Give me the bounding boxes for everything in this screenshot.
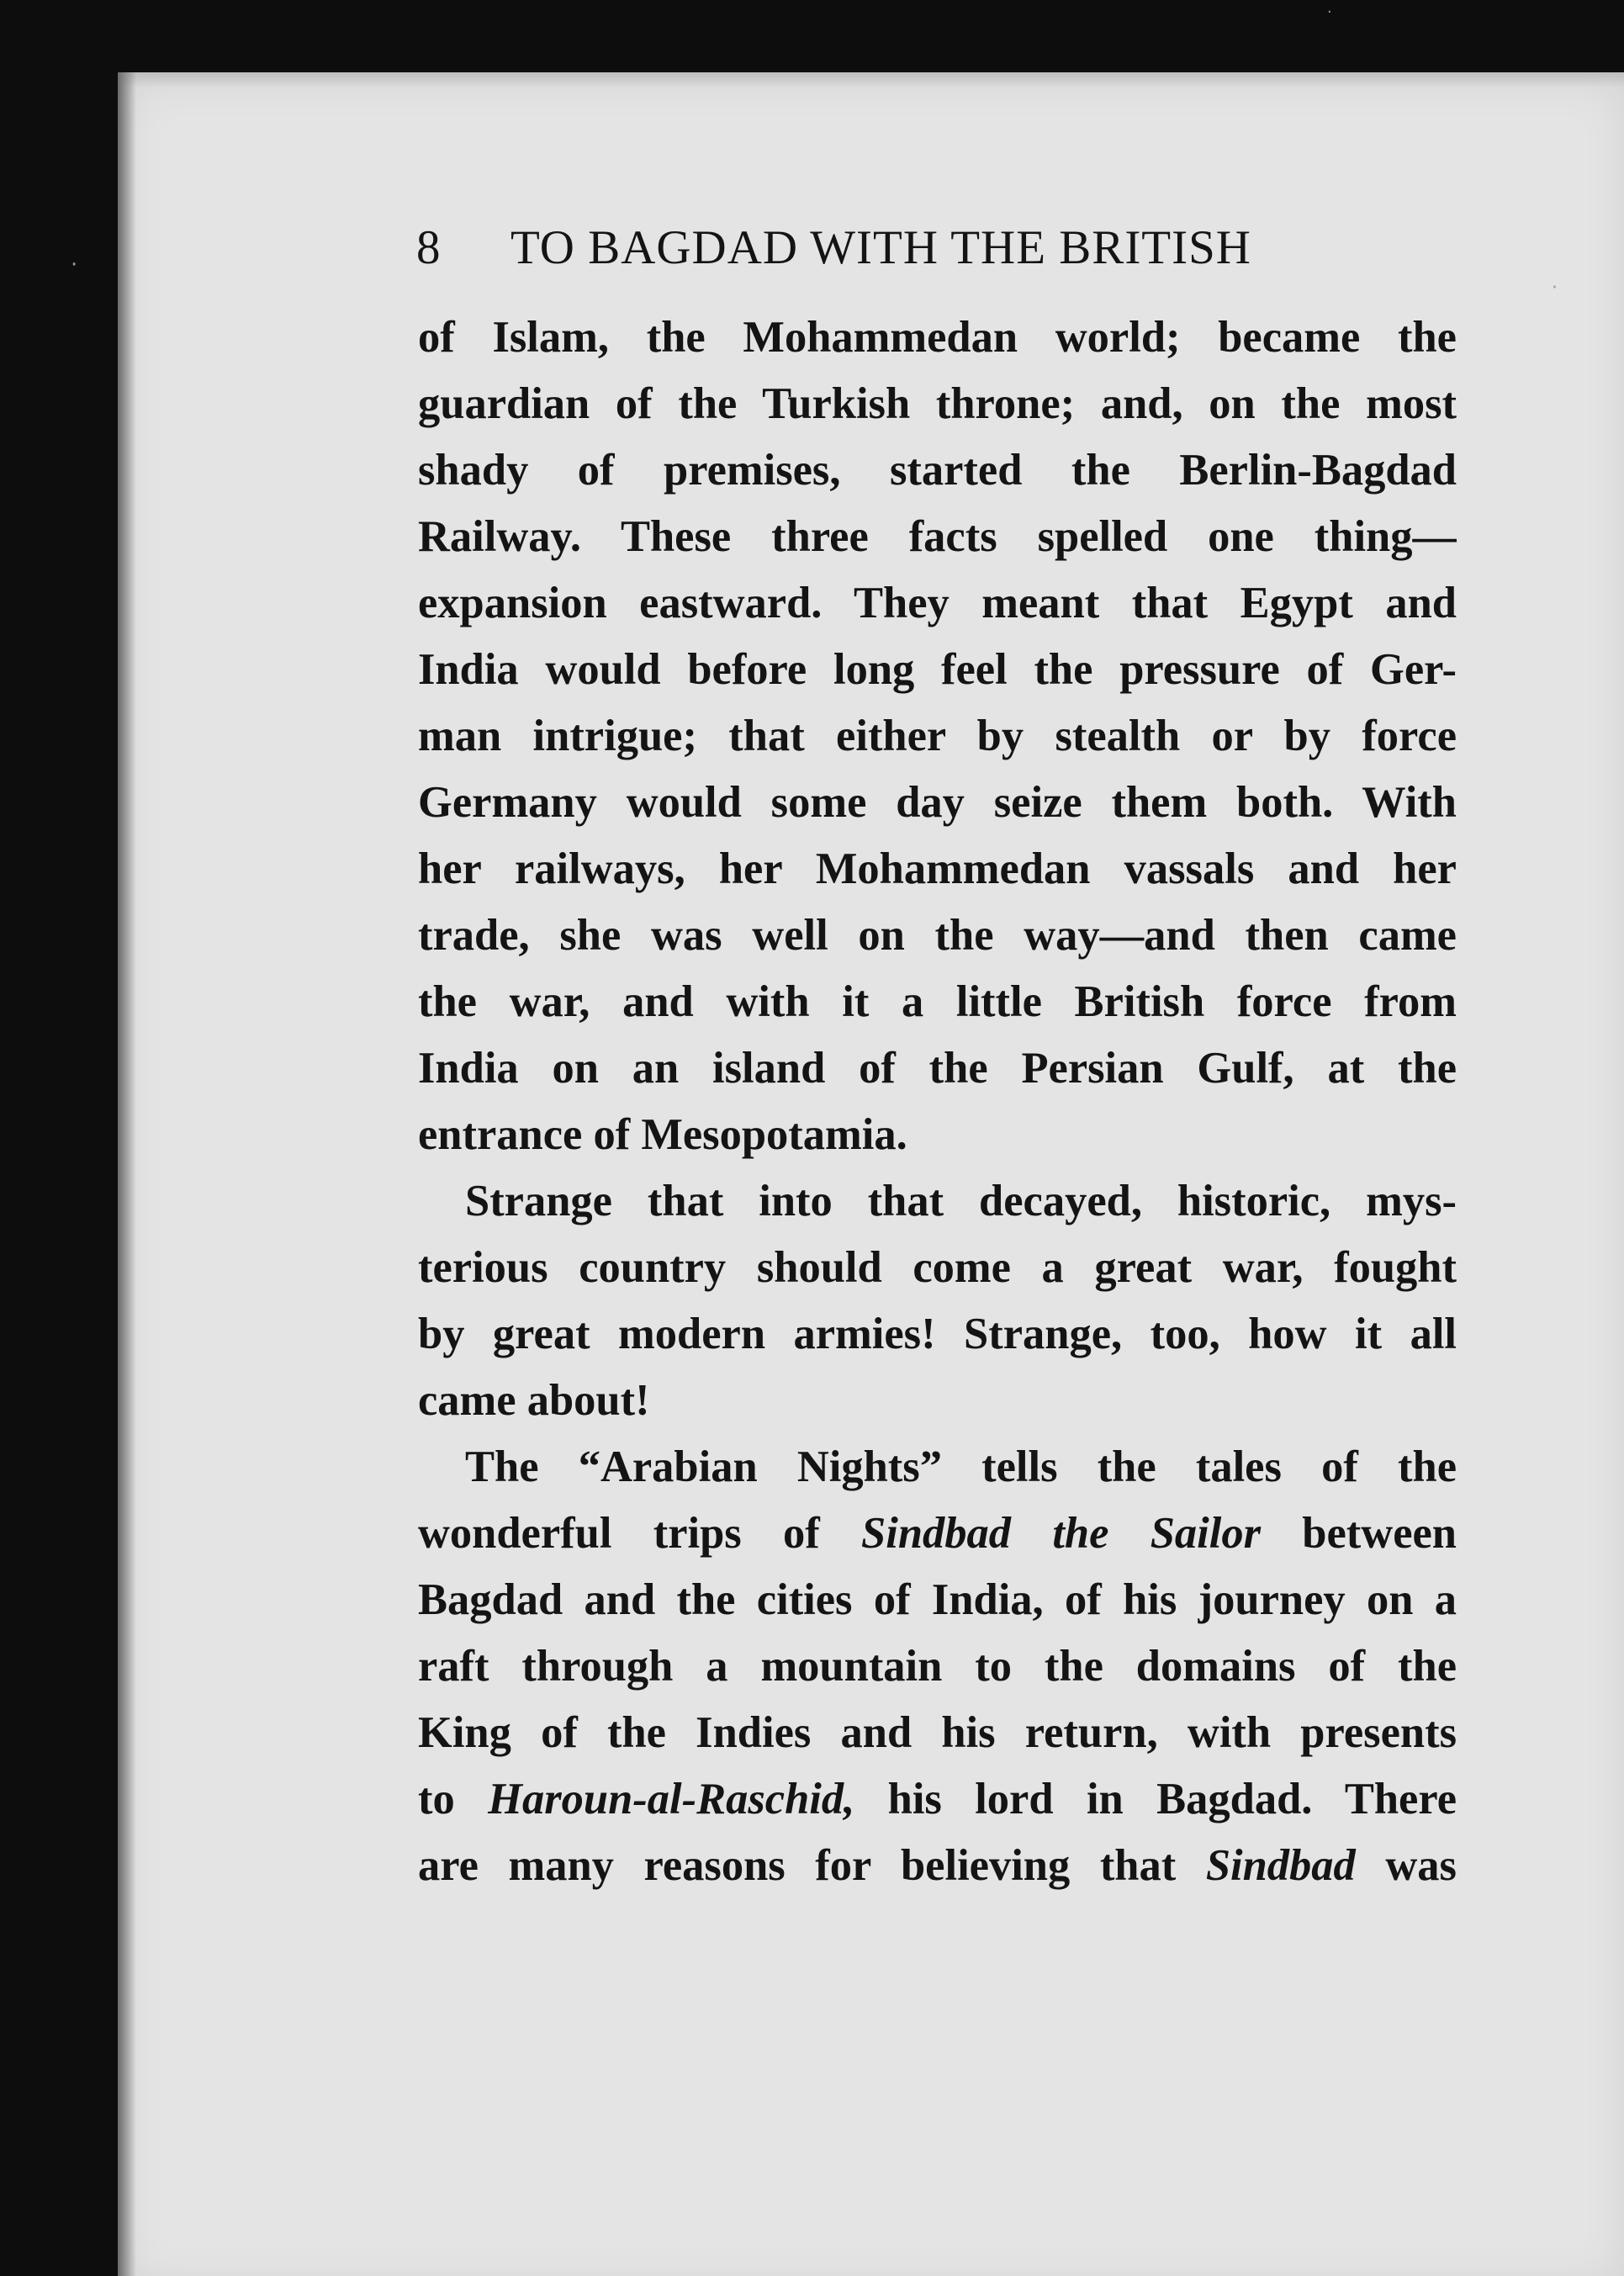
text-line xyxy=(418,371,1457,437)
text-segment: came about! xyxy=(418,1376,650,1425)
text-line xyxy=(418,703,1457,770)
text-line xyxy=(418,836,1457,902)
text-segment: Strange that into that decayed, historic, mys- xyxy=(465,1177,1457,1225)
text-segment: India would before long feel the pressure of Ger- xyxy=(418,645,1457,694)
text-line xyxy=(418,1766,1457,1833)
italic-text: Sindbad the Sailor xyxy=(861,1509,1261,1558)
text-line xyxy=(418,1567,1457,1633)
text-segment: terious country should come a great war, fought xyxy=(418,1243,1457,1292)
text-segment: to xyxy=(418,1775,489,1823)
text-segment: King of the Indies and his return, with presents xyxy=(418,1708,1457,1757)
text-segment: raft through a mountain to the domains of the xyxy=(418,1642,1457,1691)
text-segment: are many reasons for believing that xyxy=(418,1841,1206,1890)
scan-speck: · xyxy=(1327,3,1332,21)
text-segment: her railways, her Mohammedan vassals and her xyxy=(418,844,1457,893)
page-number: 8 xyxy=(416,221,442,274)
text-segment: the war, and with it a little British force from xyxy=(418,977,1457,1026)
text-line xyxy=(418,1368,1457,1434)
text-segment: wonderful trips of xyxy=(418,1509,862,1558)
text-segment: his lord in Bagdad. There xyxy=(854,1775,1457,1823)
text-line xyxy=(418,1833,1457,1899)
text-segment: trade, she was well on the way—and then came xyxy=(418,911,1457,960)
italic-text: Haroun-al-Raschid, xyxy=(488,1775,855,1823)
text-line xyxy=(418,1301,1457,1368)
text-segment: Railway. These three facts spelled one thing— xyxy=(418,512,1457,561)
text-line xyxy=(418,1700,1457,1766)
text-line xyxy=(418,770,1457,836)
text-segment: Germany would some day seize them both. With xyxy=(418,778,1457,827)
text-segment: entrance of Mesopotamia. xyxy=(418,1110,907,1159)
italic-text: Sindbad xyxy=(1205,1841,1356,1890)
text-line xyxy=(418,1235,1457,1301)
text-line xyxy=(418,504,1457,570)
text-line xyxy=(418,1168,1457,1235)
body-text xyxy=(418,304,1457,1899)
text-segment: shady of premises, started the Berlin-Bagdad xyxy=(418,446,1457,495)
text-line xyxy=(418,1434,1457,1501)
text-line xyxy=(418,570,1457,637)
running-title: TO BAGDAD WITH THE BRITISH xyxy=(510,221,1251,274)
text-line xyxy=(418,969,1457,1035)
scan-speck: · xyxy=(1552,278,1558,299)
text-line xyxy=(418,637,1457,703)
scan-speck: · xyxy=(71,252,78,278)
text-segment: India on an island of the Persian Gulf, at the xyxy=(418,1044,1457,1093)
text-segment: between xyxy=(1261,1509,1457,1558)
text-segment: guardian of the Turkish throne; and, on the most xyxy=(418,379,1457,428)
text-segment: was xyxy=(1355,1841,1457,1890)
text-line xyxy=(418,1102,1457,1168)
text-line xyxy=(418,1035,1457,1102)
text-segment: The “Arabian Nights” tells the tales of the xyxy=(465,1442,1457,1491)
text-line xyxy=(418,1633,1457,1700)
text-line xyxy=(418,304,1457,371)
text-segment: of Islam, the Mohammedan world; became the xyxy=(418,313,1457,362)
running-header xyxy=(416,220,1350,275)
text-line xyxy=(418,1501,1457,1567)
text-line xyxy=(418,437,1457,504)
text-segment: by great modern armies! Strange, too, how it all xyxy=(418,1310,1457,1358)
text-segment: expansion eastward. They meant that Egypt and xyxy=(418,579,1457,627)
text-segment: man intrigue; that either by stealth or by force xyxy=(418,712,1457,760)
text-line xyxy=(418,902,1457,969)
text-segment: Bagdad and the cities of India, of his journey on a xyxy=(418,1575,1457,1624)
